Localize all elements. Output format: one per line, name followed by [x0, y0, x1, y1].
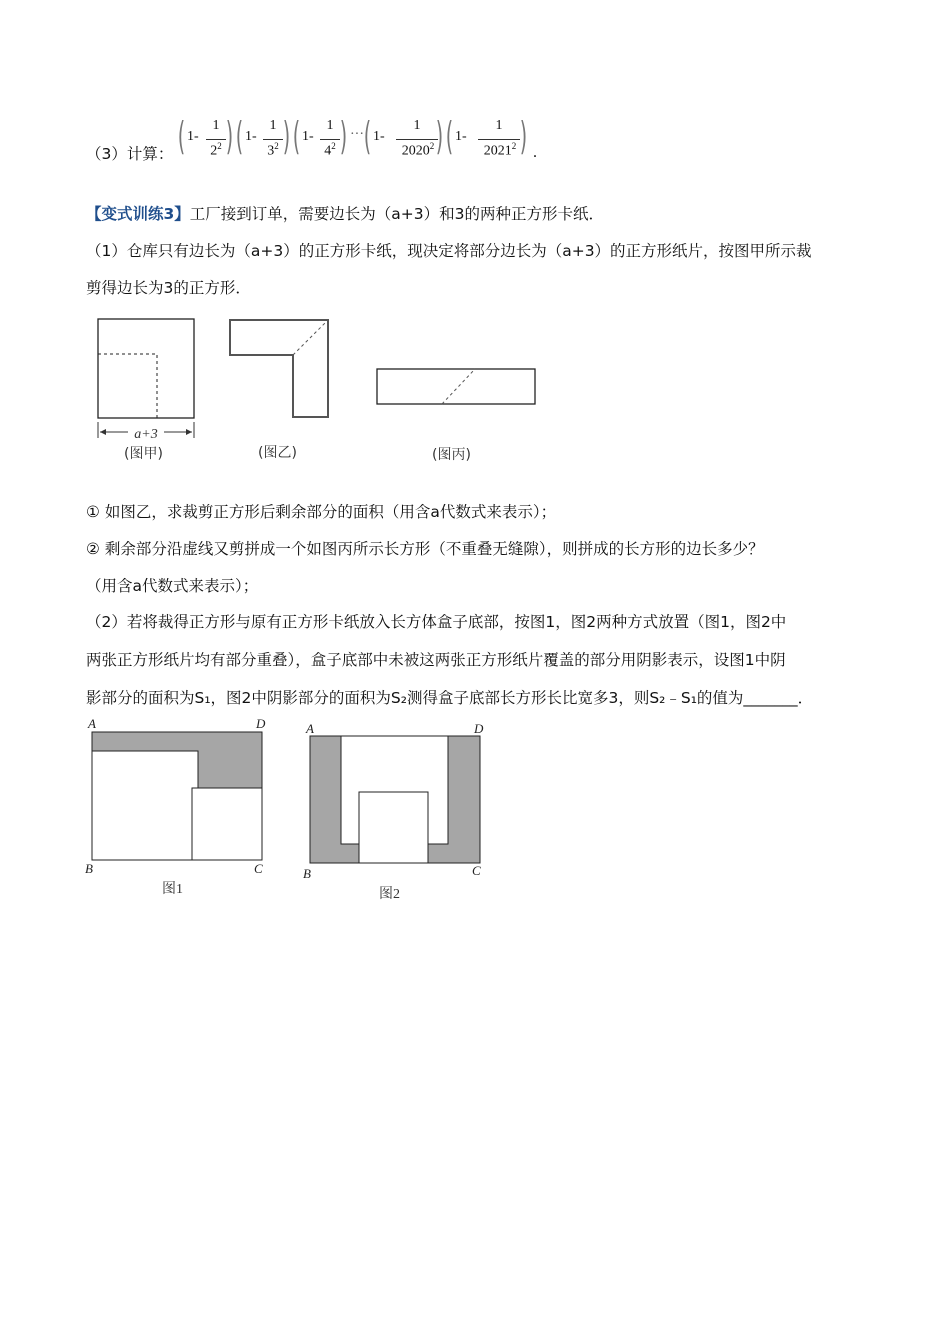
left-paren: ( [363, 114, 372, 158]
fraction-1: 1 [212, 118, 220, 133]
variant-heading: 【变式训练3】 [86, 205, 190, 223]
fig2-label-A: A [306, 721, 314, 736]
fig1-label-D: D [256, 716, 266, 731]
numerator: 1 [326, 118, 334, 133]
fig1-label-C: C [254, 861, 263, 876]
right-paren: ) [339, 114, 348, 158]
sub-question-1: ① 如图乙，求裁剪正方形后剩余部分的面积（用含a代数式来表示）； [86, 503, 557, 521]
right-paren: ) [282, 114, 291, 158]
caption-fig2: 图2 [379, 887, 400, 902]
figure-2 [303, 721, 484, 881]
denominator: 2 [210, 143, 218, 159]
exponent: 2 [511, 141, 517, 151]
right-paren: ) [225, 114, 234, 158]
figures-1-2 [84, 712, 504, 902]
fig1-label-A: A [88, 716, 96, 731]
fig2-label-D: D [474, 721, 484, 736]
one-minus: 1- [302, 129, 314, 144]
denominator: 4 [324, 143, 332, 159]
part2-line3: 影部分的面积为S₁，图2中阴影部分的面积为S₂测得盒子底部长方形长比宽多3，则S₂﹣S₁的值为_______． [86, 689, 814, 707]
left-paren: ( [292, 114, 301, 158]
figure-jia [98, 319, 194, 442]
left-paren: ( [445, 114, 454, 158]
caption-fig1: 图1 [162, 882, 183, 897]
left-paren: ( [177, 114, 186, 158]
left-paren: ( [235, 114, 244, 158]
denominator: 2021 [483, 143, 512, 159]
one-minus: 1- [373, 129, 385, 144]
right-paren: ) [519, 114, 528, 158]
sub-question-2: ② 剩余部分沿虚线又剪拼成一个如图丙所示长方形（不重叠无缝隙），则拼成的长方形的边长多少？ [86, 540, 764, 558]
caption-bing: (图丙) [432, 447, 471, 463]
part2-line1: （2）若将裁得正方形与原有正方形卡纸放入长方体盒子底部，按图1，图2两种方式放置（图1，图2中 [86, 613, 787, 631]
fig2-label-B: B [303, 866, 311, 881]
right-paren: ) [435, 114, 444, 158]
variant-intro-line [86, 204, 604, 224]
part2-line2: 两张正方形纸片均有部分重叠），盒子底部中未被这两张正方形纸片覆盖的部分用阴影表示，设图1中阴 [86, 651, 786, 669]
exponent: 2 [274, 141, 279, 151]
one-minus: 1- [245, 129, 257, 144]
one-minus: 1- [455, 129, 467, 144]
jia-dimension-label: a+3 [134, 427, 158, 442]
one-minus: 1- [187, 129, 199, 144]
exponent: 2 [331, 141, 336, 151]
figure-bing [377, 369, 535, 404]
sub-question-2b: （用含a代数式来表示）； [86, 577, 259, 595]
ellipsis: ··· [350, 127, 364, 142]
period: . [533, 144, 537, 161]
exponent: 2 [429, 141, 435, 151]
q3-label: （3）计算： [86, 145, 174, 163]
numerator: 1 [495, 118, 503, 133]
denominator: 3 [267, 143, 275, 159]
figure-yi [230, 320, 328, 417]
variant-intro: 工厂接到订单，需要边长为（a+3）和3的两种正方形卡纸． [189, 205, 605, 223]
fig2-label-C: C [472, 863, 481, 878]
denominator: 2020 [401, 143, 430, 159]
numerator: 1 [413, 118, 421, 133]
fig1-label-B: B [85, 861, 93, 876]
caption-yi: (图乙) [258, 445, 297, 461]
exponent: 2 [217, 141, 222, 151]
part1-line1: （1）仓库只有边长为（a+3）的正方形卡纸，现决定将部分边长为（a+3）的正方形纸片，按图甲所示裁 [86, 242, 812, 260]
part1-line2: 剪得边长为3的正方形． [86, 279, 251, 297]
caption-jia: (图甲) [124, 446, 163, 462]
numerator: 1 [269, 118, 277, 133]
figure-1 [85, 716, 266, 876]
